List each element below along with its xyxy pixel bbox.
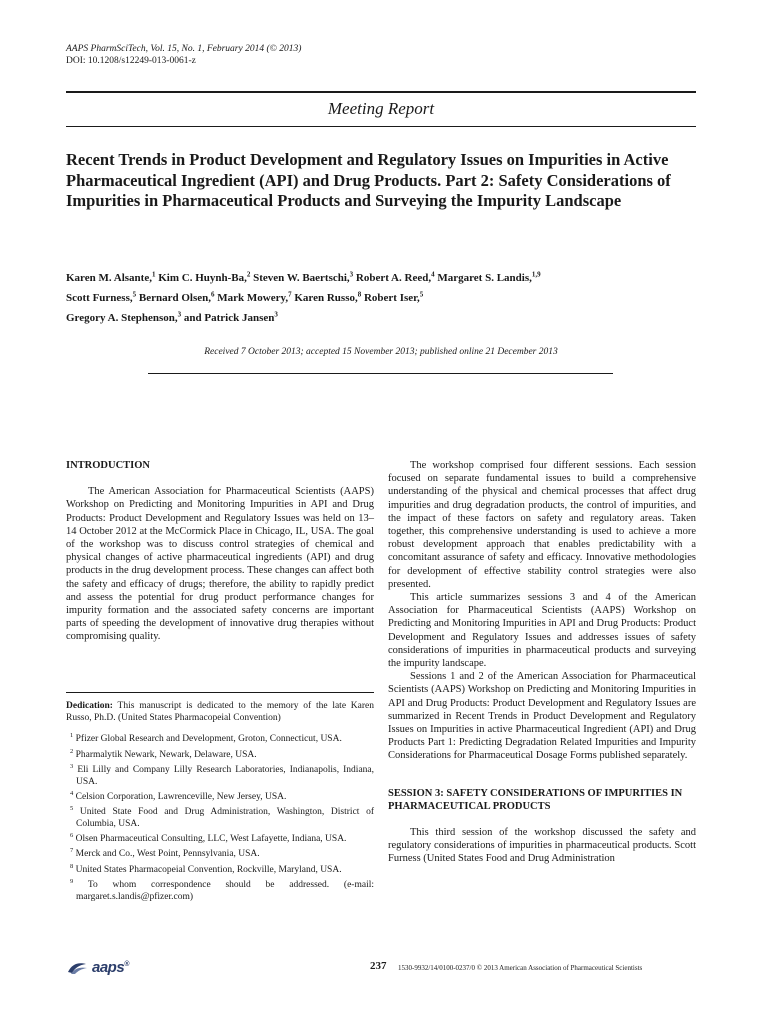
author-affiliation-marker: 6 bbox=[210, 290, 215, 299]
body-paragraph-4: This third session of the workshop discussed the safety and regulatory considerations of impurities in pharmaceutical products. Scott Furness (United States Food and Drug Administration bbox=[388, 827, 696, 865]
right-column bbox=[388, 459, 696, 866]
author-list bbox=[66, 266, 706, 326]
author-name: Scott Furness, bbox=[66, 291, 133, 304]
author bbox=[184, 312, 278, 324]
author-name: Robert A. Reed, bbox=[355, 271, 432, 284]
affiliation-number: 8 bbox=[70, 862, 74, 870]
affiliation-item bbox=[66, 730, 374, 745]
affiliation-text: To whom correspondence should be addressed. (e-mail: margaret.s.landis@pfizer.com) bbox=[76, 879, 374, 902]
author bbox=[66, 292, 136, 304]
affiliation-item bbox=[66, 861, 374, 876]
author-affiliation-marker: 1 bbox=[151, 270, 156, 278]
doi: DOI: 10.1208/s12249-013-0061-z bbox=[66, 56, 196, 66]
author bbox=[158, 272, 250, 284]
issn-copyright: 1530-9932/14/0100-0237/0 © 2013 American Association of Pharmaceutical Scientists bbox=[398, 964, 643, 972]
affiliation-item bbox=[66, 845, 374, 860]
author bbox=[294, 292, 361, 304]
author-affiliation-marker: 2 bbox=[246, 270, 251, 278]
header-rule bbox=[66, 91, 696, 93]
author bbox=[66, 272, 155, 284]
author-name: Karen M. Alsante, bbox=[66, 271, 152, 284]
author-name: Gregory A. Stephenson, bbox=[66, 311, 178, 324]
affiliation-text: Celsion Corporation, Lawrenceville, New Jersey, USA. bbox=[75, 792, 287, 803]
affiliation-number: 2 bbox=[70, 747, 74, 755]
received-rule bbox=[148, 373, 613, 374]
author-name: Karen Russo, bbox=[294, 291, 358, 304]
author-affiliation-marker: 5 bbox=[419, 290, 424, 299]
author-name: Bernard Olsen, bbox=[138, 291, 211, 304]
affiliation-number: 9 bbox=[70, 877, 74, 885]
author-affiliation-marker: 3 bbox=[274, 310, 278, 319]
author-name: Steven W. Baertschi, bbox=[253, 271, 350, 284]
author-affiliation-marker: 1,9 bbox=[531, 270, 541, 278]
section-rule bbox=[66, 126, 696, 127]
affiliation-text: Pharmalytik Newark, Newark, Delaware, USA. bbox=[75, 749, 257, 760]
author bbox=[217, 292, 291, 304]
affiliation-text: Pfizer Global Research and Development, Groton, Connecticut, USA. bbox=[75, 734, 342, 745]
dedication-label: Dedication: bbox=[66, 700, 113, 711]
affiliation-number: 4 bbox=[70, 789, 74, 797]
dedication bbox=[66, 692, 374, 725]
author-name: Robert Iser, bbox=[363, 291, 420, 304]
author-affiliation-marker: 5 bbox=[132, 290, 137, 299]
journal-citation: AAPS PharmSciTech, Vol. 15, No. 1, February 2014 (© 2013) bbox=[66, 44, 302, 54]
dedication-text: This manuscript is dedicated to the memory of the late Karen Russo, Ph.D. (United States Pharmacopeial Convention) bbox=[66, 700, 374, 724]
affiliation-number: 6 bbox=[70, 832, 74, 840]
affiliation-text: United States Pharmacopeial Convention, Rockville, Maryland, USA. bbox=[75, 864, 342, 875]
author bbox=[356, 272, 435, 284]
author bbox=[66, 312, 181, 324]
body-paragraph-3: Sessions 1 and 2 of the American Association for Pharmaceutical Scientists (AAPS) Workshop on Predicting and Monitoring Impurities in API and Drug Products: Product Development and Regulatory Issues are summarized in Recent Trends in Product Development and Regulatory Issues on Impurities in active Pharmaceutical Ingredient (API) and Drug Products Part 1: Predicting Degradation Related Impurities and Impurity Considerations for Pharmaceutical Dosage Forms published separately. bbox=[388, 671, 696, 762]
author bbox=[253, 272, 353, 284]
affiliation-text: Eli Lilly and Company Lilly Research Laboratories, Indianapolis, Indiana, USA. bbox=[76, 764, 375, 787]
affiliation-item bbox=[66, 761, 374, 788]
author bbox=[139, 292, 215, 304]
author-affiliation-marker: 3 bbox=[177, 310, 182, 319]
aaps-logo bbox=[66, 959, 129, 976]
aaps-swoosh-icon bbox=[66, 961, 88, 975]
affiliation-number: 7 bbox=[70, 847, 74, 855]
author-name: Kim C. Huynh-Ba, bbox=[158, 271, 247, 284]
affiliation-number: 3 bbox=[70, 762, 74, 770]
body-paragraph-2: This article summarizes sessions 3 and 4 of the American Association for Pharmaceutical Scientists (AAPS) Workshop on Predicting and Monitoring Impurities in API and Drug Products: Product Development and Regulatory Issues and addresses issues of safety considerations of impurities in pharmaceutical products and surveying the impurity landscape. bbox=[388, 592, 696, 670]
received-dates: Received 7 October 2013; accepted 15 November 2013; published online 21 December 2013 bbox=[204, 347, 558, 357]
author-name: Mark Mowery, bbox=[217, 291, 289, 304]
author bbox=[364, 292, 423, 304]
author-name: and Patrick Jansen bbox=[183, 311, 275, 324]
page-number: 237 bbox=[370, 960, 387, 972]
affiliation-text: Olsen Pharmaceutical Consulting, LLC, West Lafayette, Indiana, USA. bbox=[75, 834, 347, 845]
author-affiliation-marker: 4 bbox=[431, 270, 435, 278]
affiliation-item bbox=[66, 830, 374, 845]
aaps-logo-text: aaps® bbox=[92, 959, 129, 976]
affiliation-number: 1 bbox=[70, 732, 74, 740]
affiliation-item bbox=[66, 876, 374, 903]
author-affiliation-marker: 3 bbox=[349, 270, 354, 278]
author-affiliation-marker: 8 bbox=[357, 290, 362, 299]
affiliation-text: Merck and Co., West Point, Pennsylvania, USA. bbox=[75, 849, 260, 860]
introduction-paragraph: The American Association for Pharmaceutical Scientists (AAPS) Workshop on Predicting and Monitoring Impurities in API and Drug Products: Product Development and Regulatory Issues was held on 13–14 October 2012 at the McCormick Place in Chicago, IL, USA. The goal of the workshop was to discuss control strategies of chemical and physical changes of active pharmaceutical ingredients (API) and drug products in the drug development process. These changes can affect both the safety and efficacy of drugs; therefore, the ability to rapidly predict and assess the potential for drug product performance changes for impurity formation and the associated safety concerns are important parts of speeding the development of innovative drug therapies without compromising quality. bbox=[66, 486, 374, 643]
affiliation-item bbox=[66, 803, 374, 830]
affiliation-number: 5 bbox=[70, 805, 74, 813]
article-title: Recent Trends in Product Development and Regulatory Issues on Impurities in Active Pharmaceutical Ingredient (API) and Drug Products. Part 2: Safety Considerations of Impurities in Pharmaceutical Products and Surveying the Impurity Landscape bbox=[66, 150, 671, 210]
section-type: Meeting Report bbox=[327, 99, 435, 118]
affiliations bbox=[66, 730, 374, 902]
introduction-heading: INTRODUCTION bbox=[66, 460, 151, 471]
author bbox=[437, 272, 540, 284]
body-paragraph-1: The workshop comprised four different sessions. Each session focused on separate fundamental issues to build a comprehensive understanding of the physical and chemical processes that affect drug impurities and drug degradation products, the control of impurities, and the impact of these factors on safety and regulatory areas. Taken together, this comprehensive understanding is used to achieve a more robust development approach that enables predictability with a concomitant assurance of safety and efficacy. Innovative methodologies for development of effective stability control strategies were also presented. bbox=[388, 460, 696, 590]
author-affiliation-marker: 7 bbox=[288, 290, 292, 299]
author-name: Margaret S. Landis, bbox=[437, 271, 532, 284]
affiliation-item bbox=[66, 788, 374, 803]
session-3-heading: SESSION 3: SAFETY CONSIDERATIONS OF IMPURITIES IN PHARMACEUTICAL PRODUCTS bbox=[388, 787, 683, 812]
affiliation-text: United State Food and Drug Administration, Washington, District of Columbia, USA. bbox=[76, 807, 375, 830]
affiliation-item bbox=[66, 746, 374, 761]
left-column bbox=[66, 459, 374, 903]
